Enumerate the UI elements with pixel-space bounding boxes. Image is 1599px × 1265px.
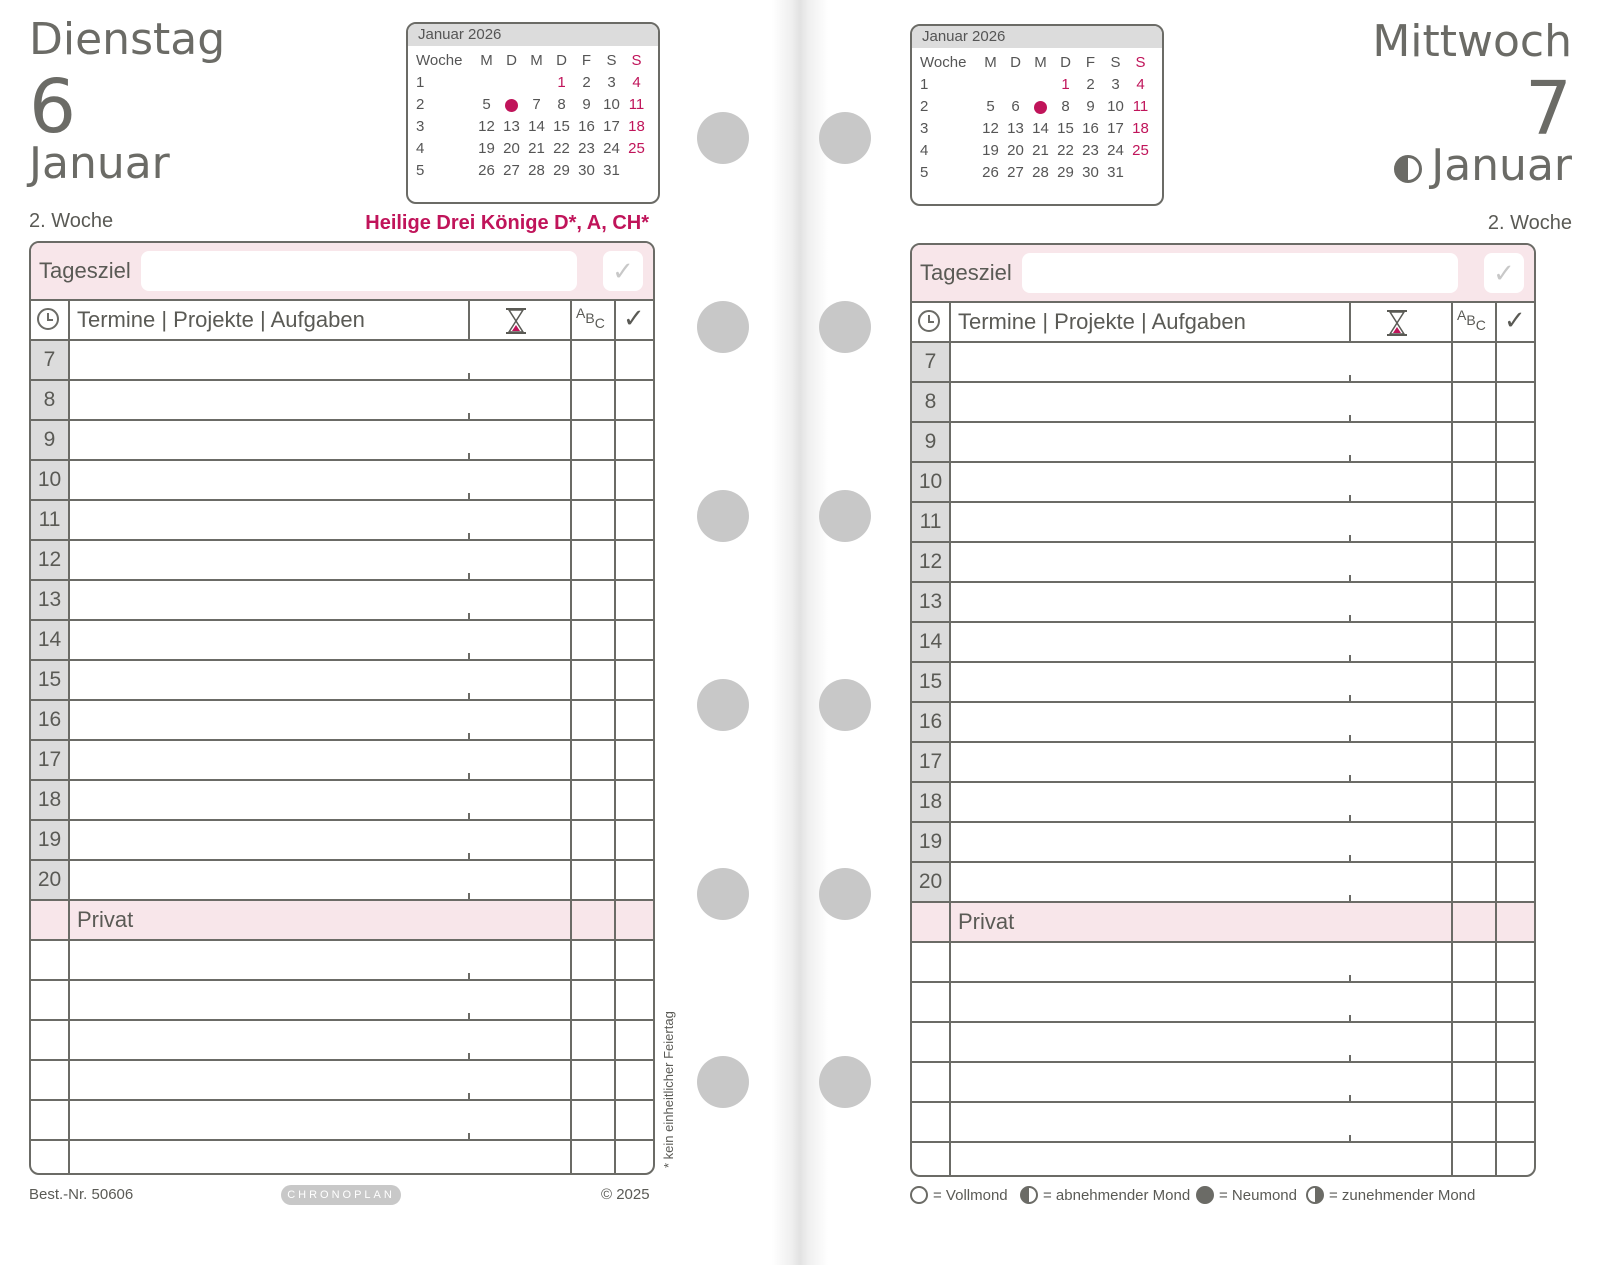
mini-calendar-grid [912,48,1162,184]
row-tick [468,893,470,901]
hour-row[interactable] [912,343,1534,383]
calendar-day: 24 [603,140,620,157]
column-divider [614,301,616,1175]
hour-label: 11 [912,503,949,541]
hour-row[interactable] [31,661,653,701]
hour-row[interactable] [912,503,1534,543]
row-tick [468,653,470,661]
row-tick [468,373,470,381]
calendar-day: 5 [986,98,995,115]
daily-goal-label: Tagesziel [920,260,1012,285]
row-tick [1349,1135,1351,1143]
week-number: 3 [920,120,929,137]
row-tick [1349,535,1351,543]
row-tick [1349,575,1351,583]
hour-label: 20 [31,861,68,899]
week-number: 1 [920,76,929,93]
calendar-day: 20 [1007,142,1024,159]
zunehmender-mond-icon [1306,1186,1324,1204]
calendar-day: 22 [1057,142,1074,159]
weekday-title: Mittwoch [1372,16,1572,67]
hour-label: 17 [912,743,949,781]
daily-goal-input[interactable] [1022,253,1458,293]
calendar-day: 3 [1111,76,1120,93]
column-divider [1451,303,1453,1177]
hour-row[interactable] [912,463,1534,503]
hour-label: 16 [912,703,949,741]
calendar-day [499,72,524,94]
calendar-day [1128,162,1153,184]
week-number: 1 [416,74,425,91]
column-divider [68,301,70,1175]
calendar-day: 27 [503,162,520,179]
week-number: 3 [416,118,425,135]
row-tick [1349,1055,1351,1063]
column-divider [949,303,951,1177]
calendar-day: 4 [632,74,641,91]
calendar-day: 26 [478,162,495,179]
punch-hole [819,1056,871,1108]
legend-label: = Neumond [1219,1186,1297,1204]
hour-label: 9 [31,421,68,459]
day-header: D [556,52,567,69]
calendar-day: 28 [1032,164,1049,181]
private-row[interactable] [31,1021,653,1061]
column-divider [468,301,470,341]
legend-label: = Vollmond [933,1186,1008,1204]
hour-label: 20 [912,863,949,901]
calendar-day: 12 [478,118,495,135]
row-tick [468,533,470,541]
week-number: 5 [920,164,929,181]
calendar-day: 19 [982,142,999,159]
week-column-header: Woche [416,52,463,69]
row-tick [1349,415,1351,423]
priority-abc-icon: ABC [1457,307,1486,333]
calendar-day: 16 [1082,120,1099,137]
calendar-day: 31 [603,162,620,179]
hour-row[interactable] [912,663,1534,703]
row-tick [468,413,470,421]
calendar-day: 8 [557,96,566,113]
calendar-day: 21 [528,140,545,157]
calendar-day: 25 [1132,142,1149,159]
calendar-day: 22 [553,140,570,157]
punch-hole [697,490,749,542]
row-tick [1349,815,1351,823]
calendar-day: 24 [1107,142,1124,159]
hour-label: 14 [31,621,68,659]
calendar-day: 2 [582,74,591,91]
hour-row[interactable] [31,341,653,381]
punch-hole [697,679,749,731]
clock-icon [918,310,940,332]
planner-page-right [918,0,1572,1265]
daily-goal-row [912,245,1534,303]
calendar-day: 15 [1057,120,1074,137]
calendar-day: 18 [628,118,645,135]
calendar-day [978,74,1003,96]
day-header: F [581,52,592,69]
hour-row[interactable] [912,623,1534,663]
calendar-day [524,72,549,94]
current-day-marker [1028,96,1053,118]
private-row[interactable] [912,983,1534,1023]
hour-row[interactable] [912,823,1534,863]
punch-hole [697,301,749,353]
punch-hole [819,679,871,731]
calendar-day: 5 [482,96,491,113]
row-tick [468,1053,470,1061]
hour-row[interactable] [912,423,1534,463]
calendar-day: 29 [1057,164,1074,181]
hour-label: 11 [31,501,68,539]
hour-label: 19 [912,823,949,861]
day-header: S [1110,54,1121,71]
hour-label: 18 [31,781,68,819]
row-tick [1349,1015,1351,1023]
day-header: D [506,52,517,69]
day-number: 6 [29,64,77,150]
calendar-day: 20 [503,140,520,157]
calendar-day: 8 [1061,98,1070,115]
private-row[interactable] [912,1023,1534,1063]
hour-row[interactable] [31,581,653,621]
hour-label: 17 [31,741,68,779]
private-row[interactable] [31,941,653,981]
punch-hole [697,112,749,164]
calendar-day: 3 [607,74,616,91]
hour-row[interactable] [31,541,653,581]
day-header: S [606,52,617,69]
calendar-day: 23 [1082,142,1099,159]
hourglass-icon [1386,309,1408,337]
brand-logo: CHRONOPLAN [281,1185,401,1205]
private-row[interactable] [31,981,653,1021]
row-tick [1349,375,1351,383]
moon-legend [1306,1186,1475,1204]
hour-row[interactable] [912,863,1534,903]
calendar-day: 29 [553,162,570,179]
calendar-day: 25 [628,140,645,157]
hour-label: 12 [31,541,68,579]
calendar-day: 15 [553,118,570,135]
hour-label: 15 [31,661,68,699]
calendar-day: 1 [557,74,566,91]
hour-row[interactable] [31,701,653,741]
row-tick [468,773,470,781]
private-row[interactable] [912,943,1534,983]
abnehmender-mond-icon [1020,1186,1038,1204]
private-row[interactable] [31,1061,653,1101]
hour-label: 10 [31,461,68,499]
private-label: Privat [77,907,134,932]
hour-label: 16 [31,701,68,739]
column-divider [570,301,572,1175]
private-row[interactable] [912,1143,1534,1177]
row-tick [468,973,470,981]
calendar-day: 28 [528,162,545,179]
row-tick [1349,735,1351,743]
copyright: © 2025 [601,1186,650,1203]
day-header: F [1085,54,1096,71]
punch-hole [697,1056,749,1108]
day-header: S [1135,54,1146,71]
done-check-icon: ✓ [1504,305,1526,335]
calendar-day: 13 [1007,120,1024,137]
hour-row[interactable] [31,421,653,461]
week-number: 4 [416,140,425,157]
week-number: 4 [920,142,929,159]
daily-goal-label: Tagesziel [39,258,131,283]
goal-check-icon[interactable]: ✓ [603,251,643,291]
month-title: Januar [29,138,170,189]
neumond-icon [1196,1186,1214,1204]
day-header: M [1034,54,1047,71]
private-header-row [31,901,653,941]
calendar-day [474,72,499,94]
row-tick [468,1133,470,1141]
daily-goal-row [31,243,653,301]
calendar-day: 27 [1007,164,1024,181]
punch-hole [819,490,871,542]
day-header: M [984,54,997,71]
calendar-day: 17 [1107,120,1124,137]
calendar-day: 16 [578,118,595,135]
day-header: M [530,52,543,69]
day-header: D [1010,54,1021,71]
goal-check-icon[interactable]: ✓ [1484,253,1524,293]
calendar-day: 18 [1132,120,1149,137]
week-label: 2. Woche [1487,212,1572,234]
private-row[interactable] [912,1103,1534,1143]
row-tick [1349,895,1351,903]
hour-label: 9 [912,423,949,461]
hour-row[interactable] [912,383,1534,423]
calendar-day: 30 [578,162,595,179]
calendar-day: 31 [1107,164,1124,181]
private-label: Privat [958,909,1015,934]
day-header: S [631,52,642,69]
punch-hole [697,868,749,920]
punch-hole [819,301,871,353]
table-header-row [912,303,1534,343]
hour-row[interactable] [31,621,653,661]
calendar-day: 11 [628,96,645,113]
day-planner-table [29,241,655,1175]
moon-legend [910,1186,1008,1204]
calendar-day: 14 [1032,120,1049,137]
mini-calendar-grid [408,46,658,182]
column-divider [1349,303,1351,343]
row-tick [468,733,470,741]
column-divider [1495,303,1497,1177]
row-tick [468,1093,470,1101]
hour-row[interactable] [31,861,653,901]
hour-label: 10 [912,463,949,501]
hour-label: 18 [912,783,949,821]
hour-row[interactable] [31,741,653,781]
hour-row[interactable] [31,501,653,541]
header-label: Termine | Projekte | Aufgaben [77,307,365,332]
holiday-footnote: * kein einheitlicher Feiertag [661,1011,676,1168]
punch-hole [819,868,871,920]
month-title: Januar [1431,140,1572,191]
current-day-marker [499,94,524,116]
hour-row[interactable] [912,703,1534,743]
row-tick [468,1013,470,1021]
planner-page-left [29,0,676,1265]
row-tick [1349,455,1351,463]
hour-row[interactable] [912,543,1534,583]
row-tick [1349,655,1351,663]
priority-abc-icon: ABC [576,305,605,331]
calendar-day: 11 [1132,98,1149,115]
holiday-label: Heilige Drei Könige D*, A, CH* [365,212,649,234]
hour-label: 12 [912,543,949,581]
row-tick [1349,695,1351,703]
week-number: 5 [416,162,425,179]
hour-label: 13 [31,581,68,619]
calendar-day: 6 [1011,98,1020,115]
hour-label: 15 [912,663,949,701]
calendar-day: 10 [603,96,620,113]
moon-legend [1196,1186,1297,1204]
row-tick [1349,855,1351,863]
hour-label: 7 [912,343,949,381]
done-check-icon: ✓ [623,303,645,333]
legend-label: = zunehmender Mond [1329,1186,1476,1204]
day-number: 7 [1524,66,1572,152]
week-label: 2. Woche [29,210,114,232]
hourglass-icon [505,307,527,335]
clock-icon [37,308,59,330]
row-tick [1349,615,1351,623]
calendar-day: 13 [503,118,520,135]
header-label: Termine | Projekte | Aufgaben [958,309,1246,334]
private-row[interactable] [31,1141,653,1175]
calendar-day: 14 [528,118,545,135]
hour-row[interactable] [912,583,1534,623]
calendar-day: 1 [1061,76,1070,93]
hour-label: 8 [912,383,949,421]
calendar-day [1028,74,1053,96]
day-header: M [480,52,493,69]
calendar-day: 12 [982,120,999,137]
row-tick [468,493,470,501]
mini-calendar-title: Januar 2026 [912,26,1162,48]
week-column-header: Woche [920,54,967,71]
weekday-title: Dienstag [29,14,226,65]
mini-calendar [406,22,660,204]
row-tick [468,613,470,621]
calendar-day: 9 [1086,98,1095,115]
calendar-day: 21 [1032,142,1049,159]
week-number: 2 [416,96,425,113]
row-tick [468,573,470,581]
calendar-day: 19 [478,140,495,157]
abnehmender-mond-icon [1394,155,1422,183]
hour-label: 19 [31,821,68,859]
moon-legend [1020,1186,1190,1204]
row-tick [1349,1095,1351,1103]
hour-label: 14 [912,623,949,661]
private-row[interactable] [31,1101,653,1141]
hour-row[interactable] [912,743,1534,783]
calendar-day: 17 [603,118,620,135]
row-tick [1349,975,1351,983]
hour-row[interactable] [912,783,1534,823]
row-tick [468,453,470,461]
calendar-day [624,160,649,182]
mini-calendar [910,24,1164,206]
hour-label: 13 [912,583,949,621]
day-planner-table [910,243,1536,1177]
daily-goal-input[interactable] [141,251,577,291]
row-tick [468,813,470,821]
hour-row[interactable] [31,381,653,421]
hour-label: 7 [31,341,68,379]
calendar-day: 23 [578,140,595,157]
calendar-day: 4 [1136,76,1145,93]
table-header-row [31,301,653,341]
row-tick [1349,495,1351,503]
vollmond-icon [910,1186,928,1204]
row-tick [1349,775,1351,783]
calendar-day: 2 [1086,76,1095,93]
row-tick [468,853,470,861]
week-number: 2 [920,98,929,115]
private-header-row [912,903,1534,943]
legend-label: = abnehmender Mond [1043,1186,1191,1204]
calendar-day: 7 [532,96,541,113]
calendar-day: 9 [582,96,591,113]
calendar-day: 26 [982,164,999,181]
hour-row[interactable] [31,781,653,821]
calendar-day: 30 [1082,164,1099,181]
day-header: D [1060,54,1071,71]
calendar-day [1003,74,1028,96]
order-number: Best.-Nr. 50606 [29,1186,134,1203]
punch-hole [819,112,871,164]
private-row[interactable] [912,1063,1534,1103]
mini-calendar-title: Januar 2026 [408,24,658,46]
hour-label: 8 [31,381,68,419]
hour-row[interactable] [31,821,653,861]
hour-row[interactable] [31,461,653,501]
row-tick [468,693,470,701]
calendar-day: 10 [1107,98,1124,115]
